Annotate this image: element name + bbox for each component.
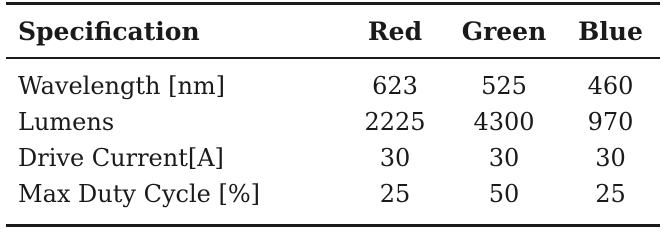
table-row	[0, 68, 667, 104]
red-value: 30	[379, 144, 411, 172]
table-row	[0, 140, 667, 176]
header-blue: Blue	[578, 17, 643, 46]
red-value: 623	[372, 72, 418, 100]
green-value: 50	[488, 180, 520, 208]
blue-value: 30	[595, 144, 626, 172]
table-header-row	[0, 12, 667, 52]
header-green: Green	[461, 17, 547, 46]
header-red: Red	[367, 17, 423, 46]
table-row	[0, 104, 667, 140]
table-row	[0, 176, 667, 212]
green-value: 525	[481, 72, 527, 100]
table-bottom-rule	[6, 224, 660, 227]
red-value: 25	[379, 180, 411, 208]
row-label: Wavelength [nm]	[18, 72, 226, 100]
header-specification: Specification	[18, 17, 200, 46]
blue-value: 460	[587, 72, 634, 100]
blue-value: 970	[587, 108, 634, 136]
blue-value: 25	[595, 180, 626, 208]
row-label: Drive Current[A]	[18, 144, 224, 172]
table-top-rule	[6, 2, 660, 5]
green-value: 30	[488, 144, 520, 172]
row-label: Lumens	[18, 108, 115, 136]
row-label: Max Duty Cycle [%]	[18, 180, 260, 208]
green-value: 4300	[473, 108, 535, 136]
red-value: 2225	[364, 108, 426, 136]
table-header-rule	[6, 57, 660, 59]
